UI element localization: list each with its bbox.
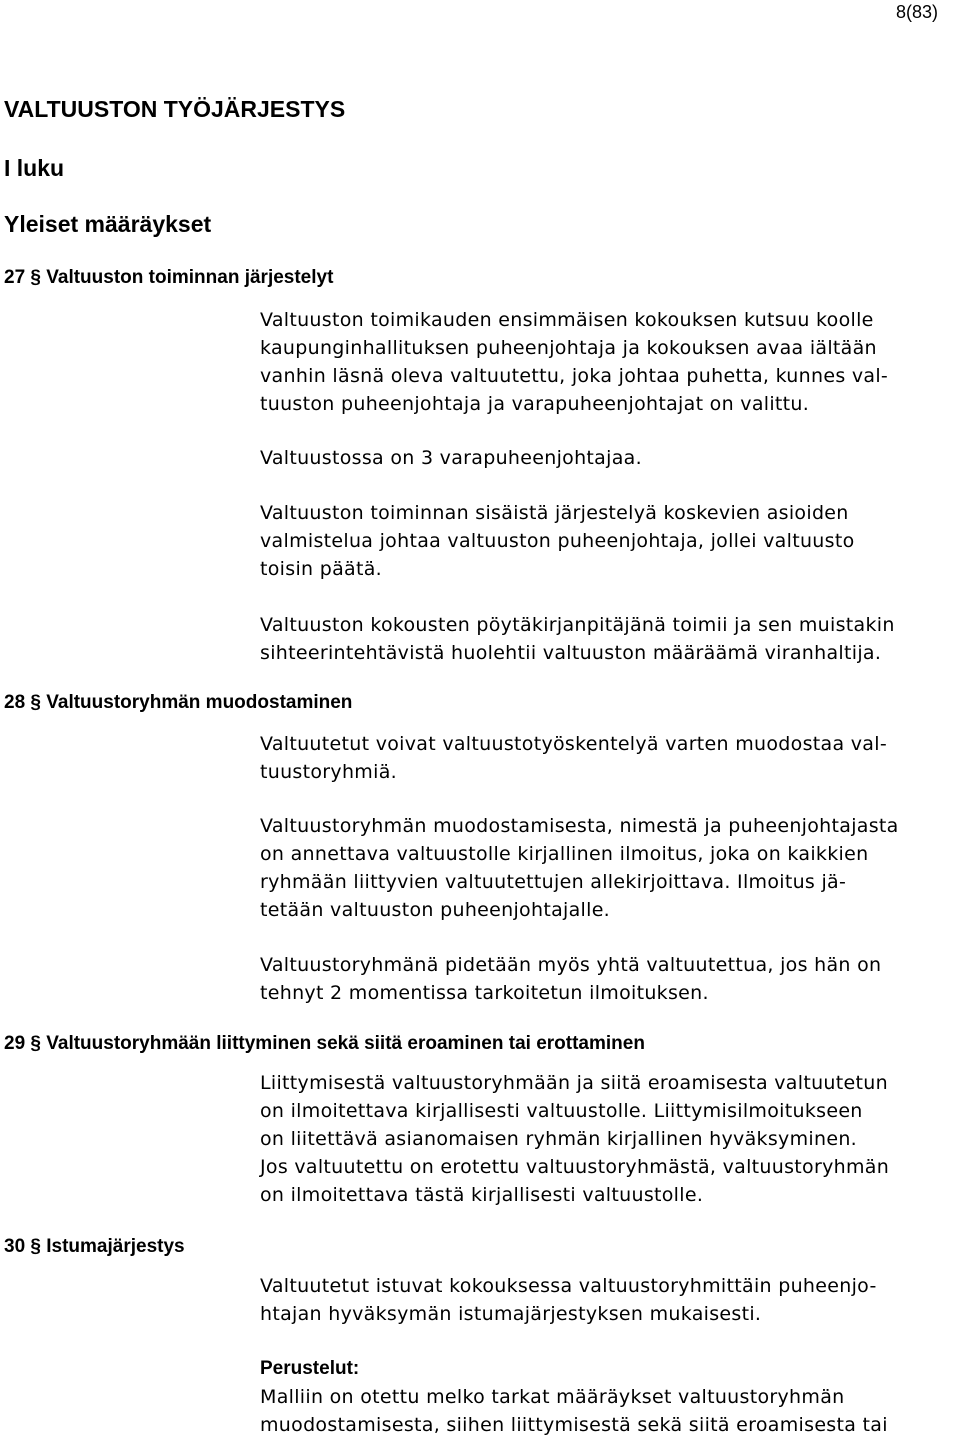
section-heading-30: 30 § Istumajärjestys bbox=[4, 1236, 185, 1257]
paragraph-line: Valtuutetut istuvat kokouksessa valtuustoryhmittäin puheenjo- bbox=[260, 1275, 877, 1297]
paragraph-line: ryhmään liittyvien valtuutettujen allekirjoittava. Ilmoitus jä- bbox=[260, 871, 847, 893]
paragraph-line: tetään valtuuston puheenjohtajalle. bbox=[260, 899, 611, 921]
paragraph-line: Valtuutetut voivat valtuustotyöskentelyä varten muodostaa val- bbox=[260, 733, 887, 755]
paragraph-line: Valtuustoryhmän muodostamisesta, nimestä ja puheenjohtajasta bbox=[260, 815, 899, 837]
paragraph-line: on ilmoitettava kirjallisesti valtuustolle. Liittymisilmoitukseen bbox=[260, 1100, 863, 1122]
paragraph-line: vanhin läsnä oleva valtuutettu, joka johtaa puhetta, kunnes val- bbox=[260, 365, 889, 387]
paragraph-line: muodostamisesta, siihen liittymisestä sekä siitä eroamisesta tai bbox=[260, 1414, 888, 1436]
paragraph-line: Valtuuston toimikauden ensimmäisen kokouksen kutsuu koolle bbox=[260, 309, 874, 331]
chapter-title: Yleiset määräykset bbox=[4, 211, 212, 237]
paragraph-line: tuustoryhmiä. bbox=[260, 761, 397, 783]
paragraph-line: on annettava valtuustolle kirjallinen ilmoitus, joka on kaikkien bbox=[260, 843, 869, 865]
document-title: VALTUUSTON TYÖJÄRJESTYS bbox=[4, 96, 346, 122]
section-heading-29: 29 § Valtuustoryhmään liittyminen sekä siitä eroaminen tai erottaminen bbox=[4, 1033, 645, 1054]
paragraph-line: on liitettävä asianomaisen ryhmän kirjallinen hyväksyminen. bbox=[260, 1128, 857, 1150]
paragraph-line: sihteerintehtävistä huolehtii valtuuston määräämä viranhaltija. bbox=[260, 642, 882, 664]
chapter-number: I luku bbox=[4, 155, 65, 181]
paragraph-line: Valtuuston toiminnan sisäistä järjestelyä koskevien asioiden bbox=[260, 502, 849, 524]
rationale-heading: Perustelut: bbox=[260, 1358, 360, 1379]
paragraph-line: toisin päätä. bbox=[260, 558, 382, 580]
section-heading-28: 28 § Valtuustoryhmän muodostaminen bbox=[4, 692, 353, 713]
page-number: 8(83) bbox=[895, 2, 938, 22]
paragraph-line: Malliin on otettu melko tarkat määräykset valtuustoryhmän bbox=[260, 1386, 845, 1408]
paragraph-line: valmistelua johtaa valtuuston puheenjohtaja, jollei valtuusto bbox=[260, 530, 855, 552]
paragraph-line: tehnyt 2 momentissa tarkoitetun ilmoituksen. bbox=[260, 982, 709, 1004]
paragraph-line: Valtuuston kokousten pöytäkirjanpitäjänä toimii ja sen muistakin bbox=[260, 614, 895, 636]
paragraph-line: on ilmoitettava tästä kirjallisesti valtuustolle. bbox=[260, 1184, 704, 1206]
paragraph-line: Jos valtuutettu on erotettu valtuustoryhmästä, valtuustoryhmän bbox=[260, 1156, 890, 1178]
paragraph-line: Valtuustoryhmänä pidetään myös yhtä valtuutettua, jos hän on bbox=[260, 954, 882, 976]
paragraph-line: htajan hyväksymän istumajärjestyksen mukaisesti. bbox=[260, 1303, 762, 1325]
paragraph-line: tuuston puheenjohtaja ja varapuheenjohtajat on valittu. bbox=[260, 393, 810, 415]
section-heading-27: 27 § Valtuuston toiminnan järjestelyt bbox=[4, 267, 334, 288]
paragraph-line: kaupunginhallituksen puheenjohtaja ja kokouksen avaa iältään bbox=[260, 337, 877, 359]
paragraph-line: Liittymisestä valtuustoryhmään ja siitä eroamisesta valtuutetun bbox=[260, 1072, 888, 1094]
paragraph-line: Valtuustossa on 3 varapuheenjohtajaa. bbox=[260, 447, 642, 469]
